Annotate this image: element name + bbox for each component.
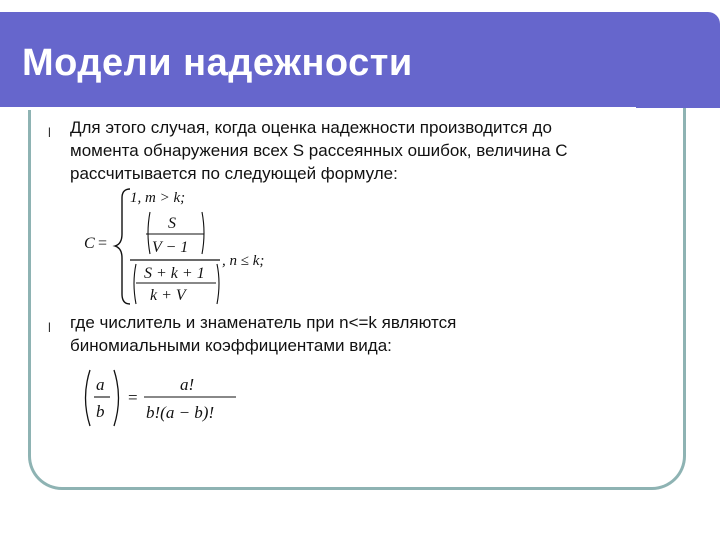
formula-binomial-svg (80, 366, 260, 430)
bullet-1-line-1: Для этого случая, когда оценка надежности производится до (70, 118, 552, 137)
bullet-1-text (70, 116, 568, 185)
bullet-2-line-1: где числитель и знаменатель при n<=k являются (70, 313, 457, 332)
formula1-lhs: C (84, 235, 95, 252)
formula1-den-top: S + k + 1 (144, 265, 205, 282)
bullet-1-line-3: рассчитывается по следующей формуле: (70, 164, 398, 183)
formula1-paren-left (148, 212, 150, 254)
formula2-rhs-den: b!(a − b)! (146, 403, 215, 422)
formula1-den-bottom: k + V (150, 287, 186, 304)
bullet-2-text (70, 311, 456, 357)
formula1-paren-right (202, 212, 204, 254)
title-bar (0, 12, 720, 108)
formula1-brace (115, 189, 130, 304)
formula2-eq: = (128, 388, 138, 407)
bullet-marker: l (48, 320, 51, 335)
formula2-b: b (96, 402, 105, 421)
title-underline (0, 107, 636, 110)
bullet-1-line-2: момента обнаружения всех S рассеянных ошибок, величина С (70, 141, 568, 160)
formula1-num-top: S (168, 215, 176, 232)
slide-title: Модели надежности (22, 42, 413, 84)
formula1-eq: = (98, 235, 108, 252)
formula-c-svg (80, 186, 320, 308)
formula1-paren2-right (217, 264, 219, 304)
formula2-paren-right (114, 370, 119, 426)
formula1-case1: 1, m > k; (130, 190, 186, 206)
formula1-paren2-left (134, 264, 136, 304)
bullet-marker: l (48, 125, 51, 140)
formula2-rhs-num: a! (180, 375, 195, 394)
formula1-num-bottom: V − 1 (152, 239, 189, 256)
formula2-a: a (96, 375, 105, 394)
formula1-case2-cond: , n ≤ k; (222, 253, 265, 269)
bullet-2-line-2: биномиальными коэффициентами вида: (70, 336, 392, 355)
formula2-paren-left (86, 370, 91, 426)
